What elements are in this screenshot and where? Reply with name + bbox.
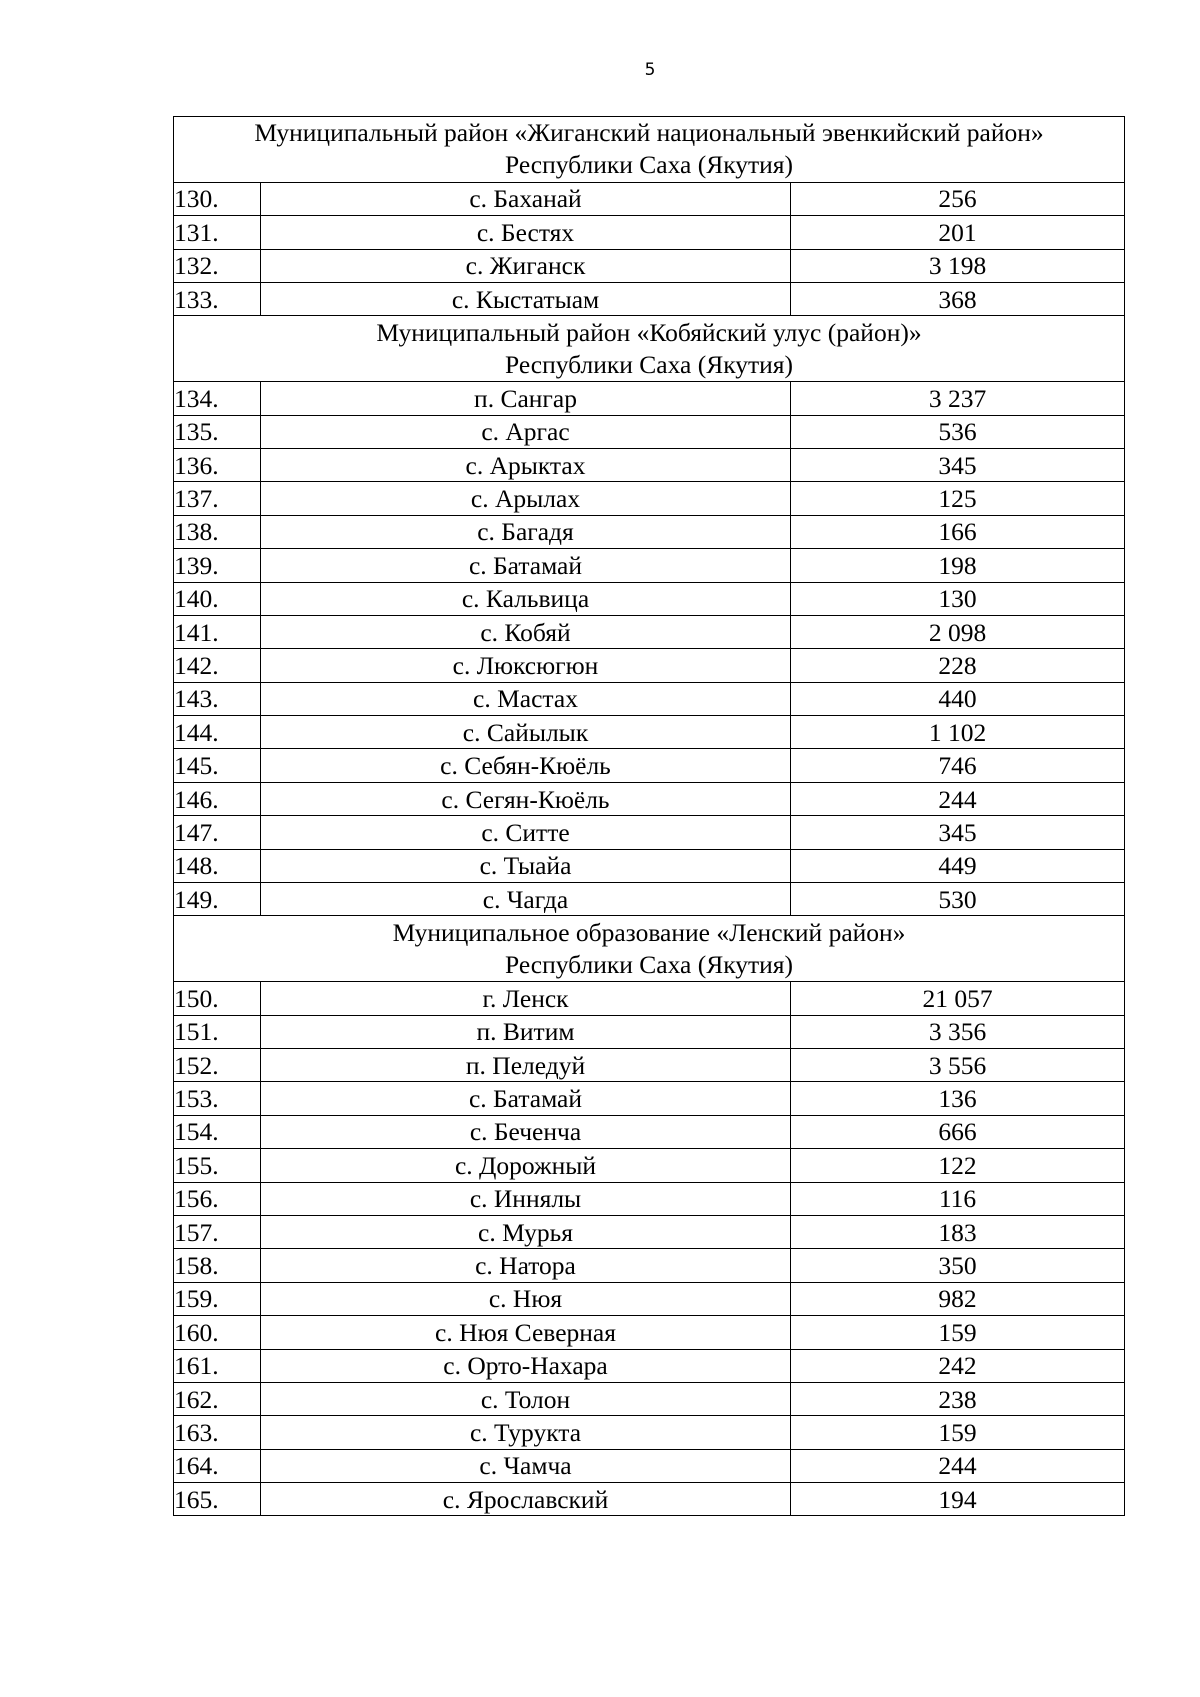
- population-value: 116: [791, 1182, 1125, 1215]
- row-number: 140.: [174, 582, 261, 615]
- table-row: [174, 749, 1125, 782]
- settlement-name: с. Нюя Северная: [261, 1316, 791, 1349]
- settlement-name: с. Толон: [261, 1382, 791, 1415]
- section-header-row: [174, 117, 1125, 183]
- population-value: 256: [791, 182, 1125, 215]
- population-value: 2 098: [791, 615, 1125, 648]
- table-row: [174, 1282, 1125, 1315]
- section-title-line1: Муниципальный район «Жиганский национальный эвенкийский район»: [254, 118, 1044, 148]
- section-title: [174, 916, 1125, 982]
- row-number: 138.: [174, 515, 261, 548]
- settlement-name: с. Кальвица: [261, 582, 791, 615]
- settlements-table: [173, 116, 1125, 1516]
- settlement-name: с. Орто-Нахара: [261, 1349, 791, 1382]
- row-number: 148.: [174, 849, 261, 882]
- population-value: 242: [791, 1349, 1125, 1382]
- table-row: [174, 1382, 1125, 1415]
- section-title-line2: Республики Саха (Якутия): [504, 949, 794, 979]
- row-number: 142.: [174, 649, 261, 682]
- table-row: [174, 1449, 1125, 1482]
- row-number: 147.: [174, 816, 261, 849]
- table-row: [174, 1483, 1125, 1516]
- settlement-name: с. Багадя: [261, 515, 791, 548]
- table-row: [174, 716, 1125, 749]
- table-row: [174, 515, 1125, 548]
- population-value: 3 356: [791, 1015, 1125, 1048]
- settlement-name: с. Батамай: [261, 549, 791, 582]
- population-value: 194: [791, 1483, 1125, 1516]
- settlement-name: с. Тыайа: [261, 849, 791, 882]
- row-number: 165.: [174, 1483, 261, 1516]
- table-row: [174, 782, 1125, 815]
- population-value: 536: [791, 415, 1125, 448]
- population-value: 159: [791, 1316, 1125, 1349]
- row-number: 161.: [174, 1349, 261, 1382]
- row-number: 154.: [174, 1115, 261, 1148]
- settlement-name: с. Баханай: [261, 182, 791, 215]
- table-row: [174, 382, 1125, 415]
- settlement-name: с. Арылах: [261, 482, 791, 515]
- population-value: 666: [791, 1115, 1125, 1148]
- population-value: 159: [791, 1416, 1125, 1449]
- row-number: 145.: [174, 749, 261, 782]
- row-number: 139.: [174, 549, 261, 582]
- row-number: 159.: [174, 1282, 261, 1315]
- row-number: 146.: [174, 782, 261, 815]
- population-value: 198: [791, 549, 1125, 582]
- row-number: 135.: [174, 415, 261, 448]
- settlement-name: с. Дорожный: [261, 1149, 791, 1182]
- table-row: [174, 482, 1125, 515]
- row-number: 134.: [174, 382, 261, 415]
- table-row: [174, 982, 1125, 1015]
- population-value: 238: [791, 1382, 1125, 1415]
- table-row: [174, 448, 1125, 481]
- row-number: 131.: [174, 216, 261, 249]
- settlement-name: г. Ленск: [261, 982, 791, 1015]
- section-title-line2: Республики Саха (Якутия): [504, 150, 794, 180]
- population-value: 244: [791, 782, 1125, 815]
- row-number: 130.: [174, 182, 261, 215]
- table-row: [174, 216, 1125, 249]
- settlement-name: с. Иннялы: [261, 1182, 791, 1215]
- section-title: [174, 316, 1125, 382]
- table-row: [174, 1316, 1125, 1349]
- row-number: 143.: [174, 682, 261, 715]
- table-row: [174, 1182, 1125, 1215]
- population-value: 21 057: [791, 982, 1125, 1015]
- settlement-name: п. Пеледуй: [261, 1048, 791, 1081]
- population-value: 350: [791, 1249, 1125, 1282]
- population-value: 449: [791, 849, 1125, 882]
- population-value: 228: [791, 649, 1125, 682]
- settlement-name: с. Натора: [261, 1249, 791, 1282]
- settlement-name: с. Сегян-Кюёль: [261, 782, 791, 815]
- settlement-name: п. Витим: [261, 1015, 791, 1048]
- population-value: 183: [791, 1215, 1125, 1248]
- table-row: [174, 1115, 1125, 1148]
- table-row: [174, 1048, 1125, 1081]
- table-row: [174, 1416, 1125, 1449]
- population-value: 3 237: [791, 382, 1125, 415]
- table-row: [174, 582, 1125, 615]
- table-row: [174, 1249, 1125, 1282]
- table-row: [174, 649, 1125, 682]
- row-number: 162.: [174, 1382, 261, 1415]
- row-number: 150.: [174, 982, 261, 1015]
- population-value: 166: [791, 515, 1125, 548]
- row-number: 133.: [174, 282, 261, 315]
- settlement-name: с. Арыктах: [261, 448, 791, 481]
- settlement-name: с. Жиганск: [261, 249, 791, 282]
- table-row: [174, 1349, 1125, 1382]
- settlement-name: с. Мурья: [261, 1215, 791, 1248]
- population-value: 122: [791, 1149, 1125, 1182]
- table-row: [174, 883, 1125, 916]
- row-number: 157.: [174, 1215, 261, 1248]
- population-value: 368: [791, 282, 1125, 315]
- population-value: 746: [791, 749, 1125, 782]
- settlements-table-body: [174, 117, 1125, 1516]
- settlement-name: п. Сангар: [261, 382, 791, 415]
- table-row: [174, 415, 1125, 448]
- table-row: [174, 1149, 1125, 1182]
- settlement-name: с. Чагда: [261, 883, 791, 916]
- row-number: 132.: [174, 249, 261, 282]
- table-row: [174, 182, 1125, 215]
- settlement-name: с. Батамай: [261, 1082, 791, 1115]
- settlement-name: с. Нюя: [261, 1282, 791, 1315]
- table-row: [174, 1215, 1125, 1248]
- settlement-name: с. Турукта: [261, 1416, 791, 1449]
- table-row: [174, 849, 1125, 882]
- settlement-name: с. Кобяй: [261, 615, 791, 648]
- population-value: 3 556: [791, 1048, 1125, 1081]
- population-value: 530: [791, 883, 1125, 916]
- table-row: [174, 282, 1125, 315]
- population-value: 244: [791, 1449, 1125, 1482]
- section-title-line2: Республики Саха (Якутия): [504, 349, 794, 379]
- settlement-name: с. Ярославский: [261, 1483, 791, 1516]
- row-number: 149.: [174, 883, 261, 916]
- row-number: 151.: [174, 1015, 261, 1048]
- row-number: 156.: [174, 1182, 261, 1215]
- row-number: 141.: [174, 615, 261, 648]
- table-row: [174, 1082, 1125, 1115]
- row-number: 160.: [174, 1316, 261, 1349]
- row-number: 163.: [174, 1416, 261, 1449]
- section-header-row: [174, 316, 1125, 382]
- row-number: 155.: [174, 1149, 261, 1182]
- settlement-name: с. Ситте: [261, 816, 791, 849]
- settlement-name: с. Чамча: [261, 1449, 791, 1482]
- population-value: 1 102: [791, 716, 1125, 749]
- row-number: 144.: [174, 716, 261, 749]
- section-title: [174, 117, 1125, 183]
- table-row: [174, 549, 1125, 582]
- section-header-row: [174, 916, 1125, 982]
- table-row: [174, 816, 1125, 849]
- row-number: 137.: [174, 482, 261, 515]
- population-value: 201: [791, 216, 1125, 249]
- page-number: 5: [644, 60, 656, 80]
- table-row: [174, 1015, 1125, 1048]
- population-value: 345: [791, 448, 1125, 481]
- population-value: 982: [791, 1282, 1125, 1315]
- row-number: 136.: [174, 448, 261, 481]
- row-number: 153.: [174, 1082, 261, 1115]
- settlement-name: с. Беченча: [261, 1115, 791, 1148]
- table-row: [174, 682, 1125, 715]
- row-number: 152.: [174, 1048, 261, 1081]
- row-number: 158.: [174, 1249, 261, 1282]
- settlement-name: с. Кыстатыам: [261, 282, 791, 315]
- settlement-name: с. Сайылык: [261, 716, 791, 749]
- population-value: 440: [791, 682, 1125, 715]
- population-value: 130: [791, 582, 1125, 615]
- population-value: 345: [791, 816, 1125, 849]
- population-value: 3 198: [791, 249, 1125, 282]
- population-value: 125: [791, 482, 1125, 515]
- settlement-name: с. Себян-Кюёль: [261, 749, 791, 782]
- settlement-name: с. Аргас: [261, 415, 791, 448]
- settlement-name: с. Бестях: [261, 216, 791, 249]
- table-row: [174, 249, 1125, 282]
- section-title-line1: Муниципальный район «Кобяйский улус (район)»: [376, 317, 922, 347]
- settlement-name: с. Люксюгюн: [261, 649, 791, 682]
- population-value: 136: [791, 1082, 1125, 1115]
- row-number: 164.: [174, 1449, 261, 1482]
- table-row: [174, 615, 1125, 648]
- settlement-name: с. Мастах: [261, 682, 791, 715]
- section-title-line1: Муниципальное образование «Ленский район»: [392, 917, 906, 947]
